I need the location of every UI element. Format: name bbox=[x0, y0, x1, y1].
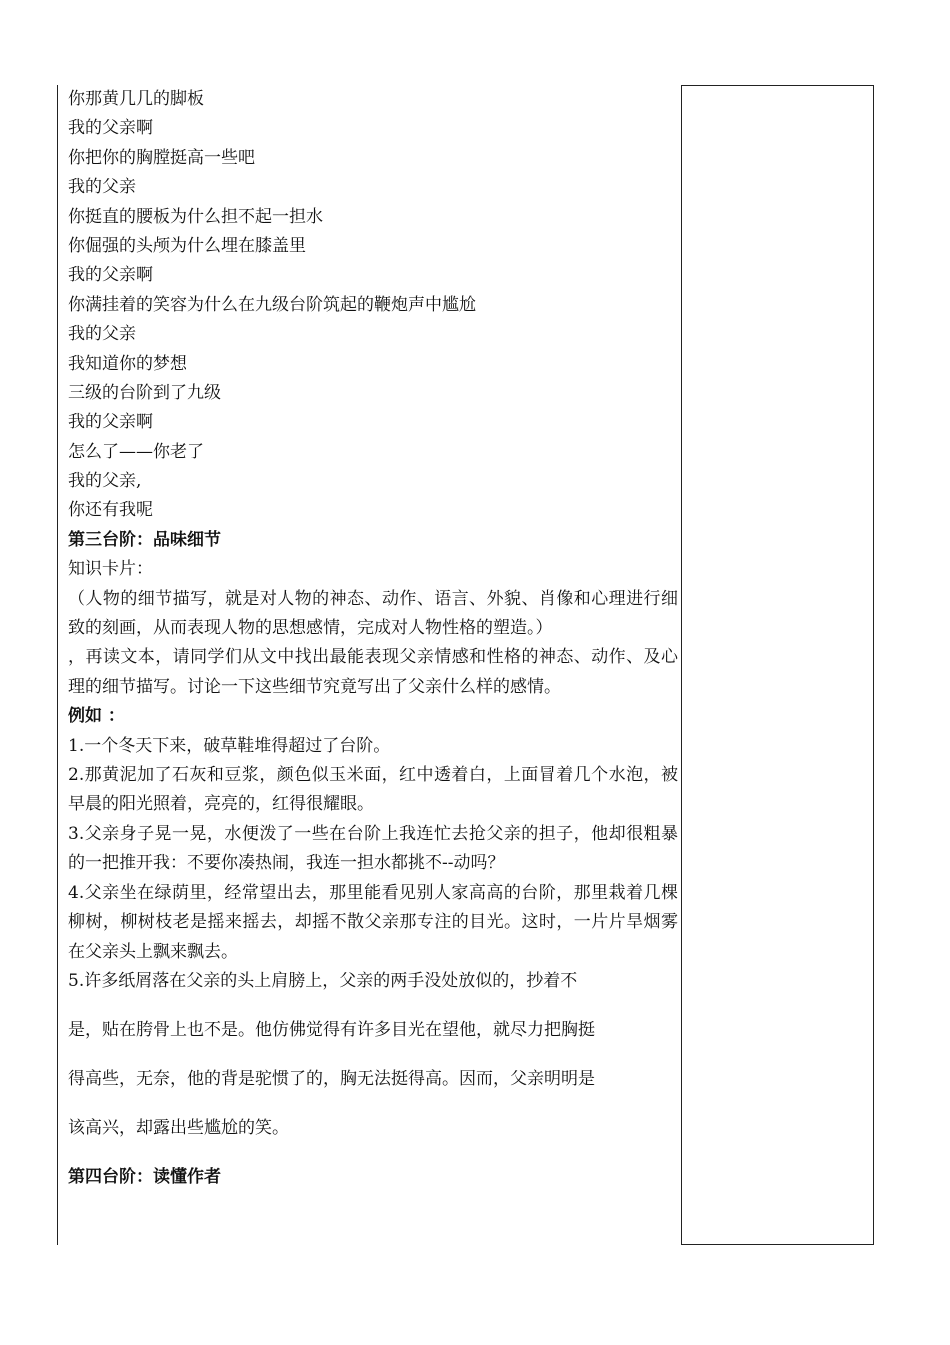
example-5-line: 该高兴，却露出些尴尬的笑。 bbox=[68, 1117, 289, 1138]
poem-line: 你还有我呢 bbox=[68, 500, 153, 521]
knowledge-card-text: （人物的细节描写，就是对人物的神态、动作、语言、外貌、肖像和心理进行细致的刻画，从而表现人物的思想感情，完成对人物性格的塑造。） bbox=[68, 588, 678, 639]
example-5-line: 是，贴在胯骨上也不是。他仿佛觉得有许多目光在望他，就尽力把胸挺 bbox=[68, 1019, 595, 1040]
table-column-divider bbox=[681, 85, 682, 1245]
poem bbox=[68, 85, 678, 526]
example-label: 例如 ： bbox=[68, 706, 125, 727]
poem-line: 我的父亲啊 bbox=[68, 118, 153, 139]
poem-line: 三级的台阶到了九级 bbox=[68, 382, 221, 403]
poem-line: 我的父亲啊 bbox=[68, 412, 153, 433]
example-item: 2.那黄泥加了石灰和豆浆，颜色似玉米面，红中透着白，上面冒着几个水泡，被早晨的阳光照着，亮亮的，红得很耀眼。 bbox=[68, 765, 678, 815]
lesson-content bbox=[68, 85, 678, 1192]
right-cell-bottom-border bbox=[681, 1244, 874, 1245]
example-5-line: 5.许多纸屑落在父亲的头上肩膀上，父亲的两手没处放似的，抄着不 bbox=[68, 970, 578, 991]
section3-heading: 第三台阶：品味细节 bbox=[68, 529, 221, 550]
right-cell-top-border bbox=[681, 85, 874, 86]
example-item: 1.一个冬天下来，破草鞋堆得超过了台阶。 bbox=[68, 735, 391, 756]
task-text: ，再读文本，请同学们从文中找出最能表现父亲情感和性格的神态、动作、及心理的细节描写。讨论一下这些细节究竟写出了父亲什么样的感情。 bbox=[68, 647, 678, 697]
section4-heading: 第四台阶：读懂作者 bbox=[68, 1166, 221, 1187]
example-item: 4.父亲坐在绿荫里，经常望出去，那里能看见别人家高高的台阶，那里栽着几棵柳树，柳树枝老是摇来摇去，却摇不散父亲那专注的目光。这时，一片片旱烟雾在父亲头上飘来飘去。 bbox=[68, 882, 678, 962]
poem-line: 我的父亲 bbox=[68, 324, 136, 345]
table-left-border bbox=[57, 85, 58, 1245]
poem-line: 我的父亲, bbox=[68, 471, 142, 492]
poem-line: 我的父亲 bbox=[68, 177, 136, 198]
poem-line: 你那黄几几的脚板 bbox=[68, 89, 204, 109]
poem-line: 你挺直的腰板为什么担不起一担水 bbox=[68, 206, 323, 227]
example-5 bbox=[68, 967, 678, 1143]
example-5-line: 得高些，无奈，他的背是驼惯了的，胸无法挺得高。因而，父亲明明是 bbox=[68, 1068, 595, 1089]
example-list bbox=[68, 732, 678, 967]
poem-line: 你把你的胸膛挺高一些吧 bbox=[68, 147, 255, 168]
poem-line: 我的父亲啊 bbox=[68, 265, 153, 286]
poem-line: 你满挂着的笑容为什么在九级台阶筑起的鞭炮声中尴尬 bbox=[68, 294, 476, 315]
knowledge-card-label: 知识卡片： bbox=[68, 559, 153, 580]
poem-line: 你倔强的头颅为什么埋在膝盖里 bbox=[68, 235, 306, 256]
poem-line: 我知道你的梦想 bbox=[68, 353, 187, 374]
example-item: 3.父亲身子晃一晃，水便泼了一些在台阶上我连忙去抢父亲的担子，他却很粗暴的一把推开我：不要你凑热闹，我连一担水都挑不--动吗？ bbox=[68, 823, 678, 874]
poem-line: 怎么了——你老了 bbox=[68, 441, 204, 462]
table-right-border bbox=[873, 85, 874, 1245]
